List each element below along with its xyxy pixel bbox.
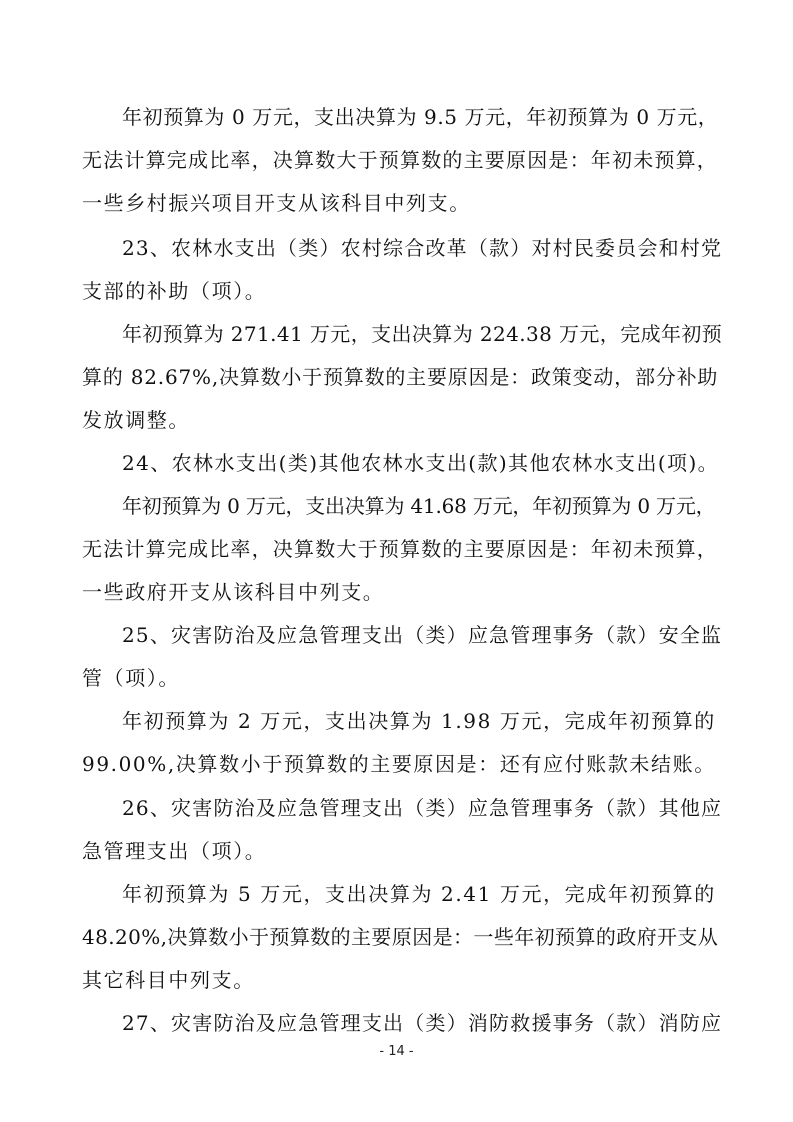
section-heading-line: 25、灾害防治及应急管理支出（类）应急管理事务（款）安全监 <box>122 623 723 647</box>
section-heading-line: 27、灾害防治及应急管理支出（类）消防救援事务（款）消防应 <box>122 1011 723 1035</box>
section-heading-line: 支部的补助（项）。 <box>82 279 267 303</box>
paragraph-line: 无法计算完成比率，决算数大于预算数的主要原因是：年初未预算， <box>82 148 718 172</box>
section-heading-line: 23、农林水支出（类）农村综合改革（款）对村民委员会和村党 <box>122 236 723 260</box>
paragraph-line: 算的 82.67%,决算数小于预算数的主要原因是：政策变动，部分补助 <box>82 365 719 389</box>
paragraph-line: 其它科目中列支。 <box>82 968 255 992</box>
section-heading-line: 急管理支出（项）。 <box>82 839 267 863</box>
paragraph-line: 99.00%,决算数小于预算数的主要原因是：还有应付账款未结账。 <box>82 752 716 776</box>
paragraph-line: 一些政府开支从该科目中列支。 <box>82 580 385 604</box>
paragraph-line: 年初预算为 271.41 万元，支出决算为 224.38 万元，完成年初预 <box>122 322 723 346</box>
page-number: - 14 - <box>379 1044 414 1059</box>
paragraph-line: 无法计算完成比率，决算数大于预算数的主要原因是：年初未预算， <box>82 537 718 561</box>
section-heading-line: 管（项）。 <box>82 666 180 690</box>
paragraph-line: 一些乡村振兴项目开支从该科目中列支。 <box>82 191 471 215</box>
paragraph-line: 年初预算为 0 万元，支出决算为 41.68 万元，年初预算为 0 万元， <box>122 494 716 518</box>
paragraph-line: 年初预算为 0 万元，支出决算为 9.5 万元，年初预算为 0 万元， <box>122 105 719 129</box>
paragraph-line: 发放调整。 <box>82 408 190 432</box>
paragraph-line: 年初预算为 5 万元，支出决算为 2.41 万元，完成年初预算的 <box>122 882 716 906</box>
section-heading-line: 26、灾害防治及应急管理支出（类）应急管理事务（款）其他应 <box>122 796 723 820</box>
paragraph-line: 年初预算为 2 万元，支出决算为 1.98 万元，完成年初预算的 <box>122 709 716 733</box>
section-heading-line: 24、农林水支出(类)其他农林水支出(款)其他农林水支出(项)。 <box>122 451 720 475</box>
paragraph-line: 48.20%,决算数小于预算数的主要原因是：一些年初预算的政府开支从 <box>82 925 719 949</box>
